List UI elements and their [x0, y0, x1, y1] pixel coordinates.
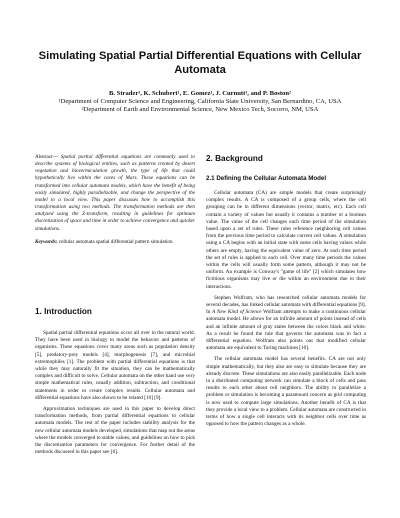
keywords-label: Keywords:: [35, 239, 58, 245]
section-heading-introduction: 1. Introduction: [35, 307, 92, 316]
bg-p2-start: Stephen Wolfram, who has researched cellular automata models for several decades, has linked cellular automata with differential equations [9]. In: [206, 294, 366, 316]
bg-paragraph-3: The cellular automata model has several benefits. CA are not only simple mathematically, but they also are easy to simulate because they are already discrete. These simulations are also easily parallelizable. Each node in a distributed computing network can simulate a block of cells and pass results to each other about cell neighbors. The ability to parallelize a problem or simulation is becoming a paramount concern as grid computing is now used to compute large simulations. Another benefit of CA is that they provide a local view to a problem. Cellular automata are constructed in terms of how a single cell interacts with its neighbor cells over time as opposed to how the pattern changes as a whole.: [206, 356, 366, 428]
intro-paragraph-2: Approximation techniques are used in this paper to develop direct transformation methods, from partial differential equations to cellular automata models. The rest of the paper includes stability analysis for the new cellular automata models developed, simulations that map out the areas where the models converged to stable values, and guidelines on how to pick the discretization parameters for convergence. For further detail of the methods discussed in this paper see [6].: [35, 406, 195, 456]
bg-paragraph-2: [206, 295, 366, 353]
bg-p2-end: Wolfram attempts to make a continuous cellular automata model. He allows for an infinite amount of points instead of cells and an infinite amount of gray states between the colors black and white. As a result he found the rule that governs the automata was in fact a differential equation. Wolfram also points out that modified cellular automata are equivalent to Turing machines [10].: [206, 309, 366, 352]
author-list: B. Strader¹, K. Schubert¹, E. Gomez¹, J. Curnutt¹, and P. Boston²: [108, 90, 291, 97]
affiliation-2: ²Department of Earth and Environmental Science, New Mexico Tech, Socorro, NM, USA: [81, 106, 319, 113]
subsection-heading-defining: 2.1 Defining the Cellular Automata Model: [206, 175, 327, 182]
abstract: [35, 154, 195, 233]
background-body: [206, 190, 366, 429]
introduction-body: [35, 330, 195, 456]
book-title: A New Kind of Science: [212, 309, 262, 316]
abstract-label: Abstract—: [35, 154, 58, 160]
keywords-text: cellular automata spatial differential pattern simulation: [57, 239, 173, 245]
bg-paragraph-1: Cellular automata (CA) are simple models that create surprisingly complex results. A CA is composed of a group cells, where the cell grouping can be in different dimensions (vector, matrix, etc). Each cell contain a variety of values but usually it contains a number or a boolean value. The value of the cell changes each time period of the simulation based upon a set of rules. These rules reference neighboring cell values from the previous time period to calculate current cell values. A simulation using a CA begins with an initial state with some cells having values while others are empty, having the equivalent value of zero. At each time period the set of rules is applied to each cell. Over many time periods the values within the cells will usually form some pattern, although it may not be uniform. An example is Conway's "game of life" [2] which simulates how fictitious organisms may live or die within an environment due to their interactions.: [206, 190, 366, 290]
paper-title: Simulating Spatial Partial Differential Equations with Cellular Automata: [38, 50, 362, 76]
intro-paragraph-1: Spatial partial differential equations occur all over in the natural world. They have been used in biology to model the behavior and patterns of organisms. These equations cover many areas such as population density [5], predatory-prey models [4], morphogenesis [7], and microbial extremophiles [1]. The problem with partial differential equations is that while they may naturally fit the situation, they can be mathematically complex and difficult to solve. Cellular automata on the other hand use very simple mathematical rules, usually addition, subtraction, and conditional statements in order to create complex results. Cellular automata and differential equations have also shown to be related [10] [9].: [35, 330, 195, 401]
keywords: [35, 239, 195, 246]
section-heading-background: 2. Background: [206, 154, 263, 163]
affiliation-1: ¹Department of Computer Science and Engineering, California State University, San Bernardino, CA, USA: [58, 98, 342, 105]
abstract-text: Spatial partial differential equations are commonly used to describe systems of biological entities, such as patterns created by desert vegetation and biovermiculation growth, the type of life that could hypothetically live within the caves of Mars. These equations can be transformed into cellular automata models, which have the benefit of being easily simulated, highly parallelizable, and change the perspective of the model to a local view. This paper discusses how to accomplish this transformation using two methods. The transformation methods are then analyzed using the Z-transform, resulting in guidelines for optimum discretization of space and time in order to achieve convergence and quicker simulations.: [35, 154, 195, 232]
author-block: [20, 90, 380, 114]
